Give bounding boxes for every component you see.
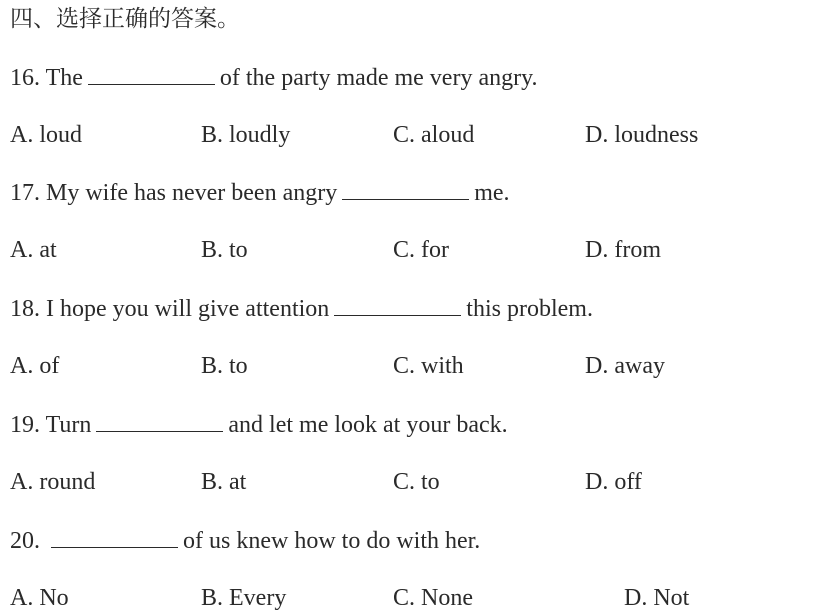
answer-blank	[342, 177, 469, 200]
option-d: D. loudness	[585, 122, 699, 148]
question-16	[10, 62, 538, 93]
answer-blank	[96, 409, 223, 432]
question-number: 16.	[10, 65, 40, 91]
question-17	[10, 177, 510, 208]
section-title: 四、选择正确的答案。	[10, 6, 240, 32]
option-b: B. at	[201, 469, 247, 495]
question-number: 19.	[10, 412, 40, 438]
question-text-before: My wife has never been angry	[46, 180, 338, 206]
answer-blank	[88, 62, 215, 85]
question-20	[10, 525, 480, 556]
option-d: D. Not	[624, 585, 690, 611]
question-text-after: and let me look at your back.	[228, 412, 508, 438]
option-c: C. to	[393, 469, 440, 495]
question-text-before: Turn	[45, 412, 92, 438]
question-number: 18.	[10, 296, 40, 322]
option-c: C. None	[393, 585, 473, 611]
option-a: A. No	[10, 585, 69, 611]
option-a: A. loud	[10, 122, 82, 148]
question-text-after: of us knew how to do with her.	[183, 528, 481, 554]
question-text-before: I hope you will give attention	[46, 296, 330, 322]
option-a: A. round	[10, 469, 96, 495]
question-text-after: this problem.	[466, 296, 593, 322]
option-d: D. away	[585, 353, 665, 379]
option-b: B. to	[201, 353, 248, 379]
question-text-after: me.	[474, 180, 510, 206]
option-d: D. from	[585, 237, 661, 263]
question-19	[10, 409, 508, 440]
option-c: C. with	[393, 353, 464, 379]
question-text-after: of the party made me very angry.	[219, 65, 538, 91]
question-text-before: The	[45, 65, 83, 91]
option-c: C. aloud	[393, 122, 475, 148]
question-18	[10, 293, 593, 324]
answer-blank	[51, 525, 178, 548]
option-a: A. at	[10, 237, 57, 263]
option-b: B. loudly	[201, 122, 291, 148]
option-b: B. to	[201, 237, 248, 263]
option-a: A. of	[10, 353, 60, 379]
option-b: B. Every	[201, 585, 287, 611]
question-number: 20.	[10, 528, 40, 554]
option-d: D. off	[585, 469, 642, 495]
question-number: 17.	[10, 180, 40, 206]
answer-blank	[334, 293, 461, 316]
option-c: C. for	[393, 237, 449, 263]
